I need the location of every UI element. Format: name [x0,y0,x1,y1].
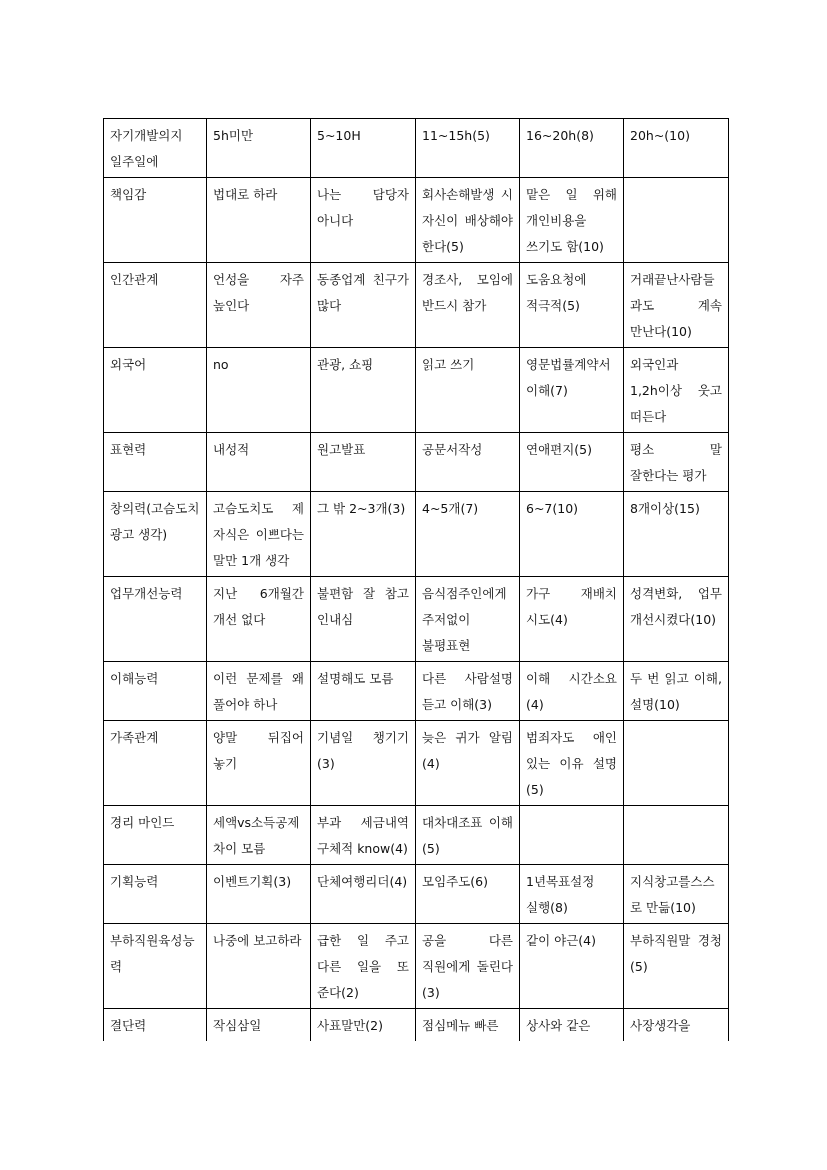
table-cell: 불편함 잘 참고 인내심 [311,577,416,662]
table-cell: 같이 야근(4) [520,924,624,1009]
table-cell: 나는 담당자 아니다 [311,178,416,263]
row-header-cell: 창의력(고슴도치 광고 생각) [104,492,207,577]
table-cell: 사표말만(2) [311,1009,416,1042]
table-cell: 읽고 쓰기 [416,348,520,433]
table-cell: 다른 사람설명 듣고 이해(3) [416,662,520,721]
table-row [104,348,729,433]
table-cell: 5~10H [311,119,416,178]
row-header-cell: 이해능력 [104,662,207,721]
table-cell: 지난 6개월간 개선 없다 [207,577,311,662]
table-cell: 회사손해발생 시 자신이 배상해야 한다(5) [416,178,520,263]
table-cell: 음식점주인에게 주저없이 불평표현 [416,577,520,662]
table-cell: 20h~(10) [624,119,729,178]
table-cell: 범죄자도 애인 있는 이유 설명(5) [520,721,624,806]
table-cell [624,721,729,806]
table-cell: 이벤트기획(3) [207,865,311,924]
table-row [104,721,729,806]
table-cell: 원고발표 [311,433,416,492]
evaluation-table [103,118,729,1041]
table-cell: 두 번 읽고 이해, 설명(10) [624,662,729,721]
table-cell: 도움요청에 적극적(5) [520,263,624,348]
table-cell: 거래끝난사람들과도 계속 만난다(10) [624,263,729,348]
table-cell [520,806,624,865]
table-row [104,662,729,721]
row-header-cell: 기획능력 [104,865,207,924]
table-cell: 내성적 [207,433,311,492]
table-cell: 점심메뉴 빠른 [416,1009,520,1042]
row-header-cell: 부하직원육성능력 [104,924,207,1009]
table-row [104,806,729,865]
table-row [104,577,729,662]
table-cell: 기념일 챙기기(3) [311,721,416,806]
table-row [104,924,729,1009]
table-cell: 부하직원말 경청(5) [624,924,729,1009]
table-cell: 16~20h(8) [520,119,624,178]
table-cell: 공을 다른 직원에게 돌린다(3) [416,924,520,1009]
table-cell: 경조사, 모임에 반드시 참가 [416,263,520,348]
table-cell: 8개이상(15) [624,492,729,577]
table-cell: 설명해도 모름 [311,662,416,721]
table-cell: 연애편지(5) [520,433,624,492]
row-header-cell: 결단력 [104,1009,207,1042]
evaluation-table-body [104,119,729,1042]
table-cell: 상사와 같은 [520,1009,624,1042]
table-row [104,865,729,924]
table-cell: 대차대조표 이해(5) [416,806,520,865]
table-cell: 고슴도치도 제 자식은 이쁘다는 말만 1개 생각 [207,492,311,577]
table-cell: 양말 뒤집어 놓기 [207,721,311,806]
row-header-cell: 가족관계 [104,721,207,806]
table-cell: 4~5개(7) [416,492,520,577]
table-cell: 급한 일 주고 다른 일을 또 준다(2) [311,924,416,1009]
table-cell: 사장생각을 [624,1009,729,1042]
row-header-cell: 업무개선능력 [104,577,207,662]
table-cell: 이해 시간소요(4) [520,662,624,721]
table-cell: 가구 재배치 시도(4) [520,577,624,662]
row-header-cell: 인간관계 [104,263,207,348]
table-cell: 언성을 자주 높인다 [207,263,311,348]
table-cell: 법대로 하라 [207,178,311,263]
table-row [104,119,729,178]
table-cell: 동종업계 친구가 많다 [311,263,416,348]
row-header-cell: 경리 마인드 [104,806,207,865]
table-cell: 성격변화, 업무 개선시켰다(10) [624,577,729,662]
table-cell: 나중에 보고하라 [207,924,311,1009]
row-header-cell: 자기개발의지 일주일에 [104,119,207,178]
table-cell: 공문서작성 [416,433,520,492]
table-row [104,492,729,577]
table-row [104,1009,729,1042]
table-cell [624,806,729,865]
table-cell: 11~15h(5) [416,119,520,178]
row-header-cell: 외국어 [104,348,207,433]
table-cell: no [207,348,311,433]
table-cell: 단체여행리더(4) [311,865,416,924]
table-cell: 1년목표설정 실행(8) [520,865,624,924]
table-cell: 이런 문제를 왜 풀어야 하나 [207,662,311,721]
table-row [104,263,729,348]
table-cell: 늦은 귀가 알림(4) [416,721,520,806]
table-cell: 6~7(10) [520,492,624,577]
table-cell: 모임주도(6) [416,865,520,924]
row-header-cell: 책임감 [104,178,207,263]
table-cell: 영문법률계약서 이해(7) [520,348,624,433]
table-row [104,178,729,263]
table-cell: 작심삼일 [207,1009,311,1042]
table-cell: 세액vs소득공제 차이 모름 [207,806,311,865]
table-cell [624,178,729,263]
table-row [104,433,729,492]
table-cell: 외국인과 1,2h이상 웃고 떠든다 [624,348,729,433]
table-cell: 평소 말 잘한다는 평가 [624,433,729,492]
table-cell: 5h미만 [207,119,311,178]
table-cell: 맡은 일 위해 개인비용을 쓰기도 함(10) [520,178,624,263]
table-cell: 지식창고를스스로 만듦(10) [624,865,729,924]
table-cell: 그 밖 2~3개(3) [311,492,416,577]
row-header-cell: 표현력 [104,433,207,492]
table-cell: 부과 세금내역 구체적 know(4) [311,806,416,865]
table-cell: 관광, 쇼핑 [311,348,416,433]
